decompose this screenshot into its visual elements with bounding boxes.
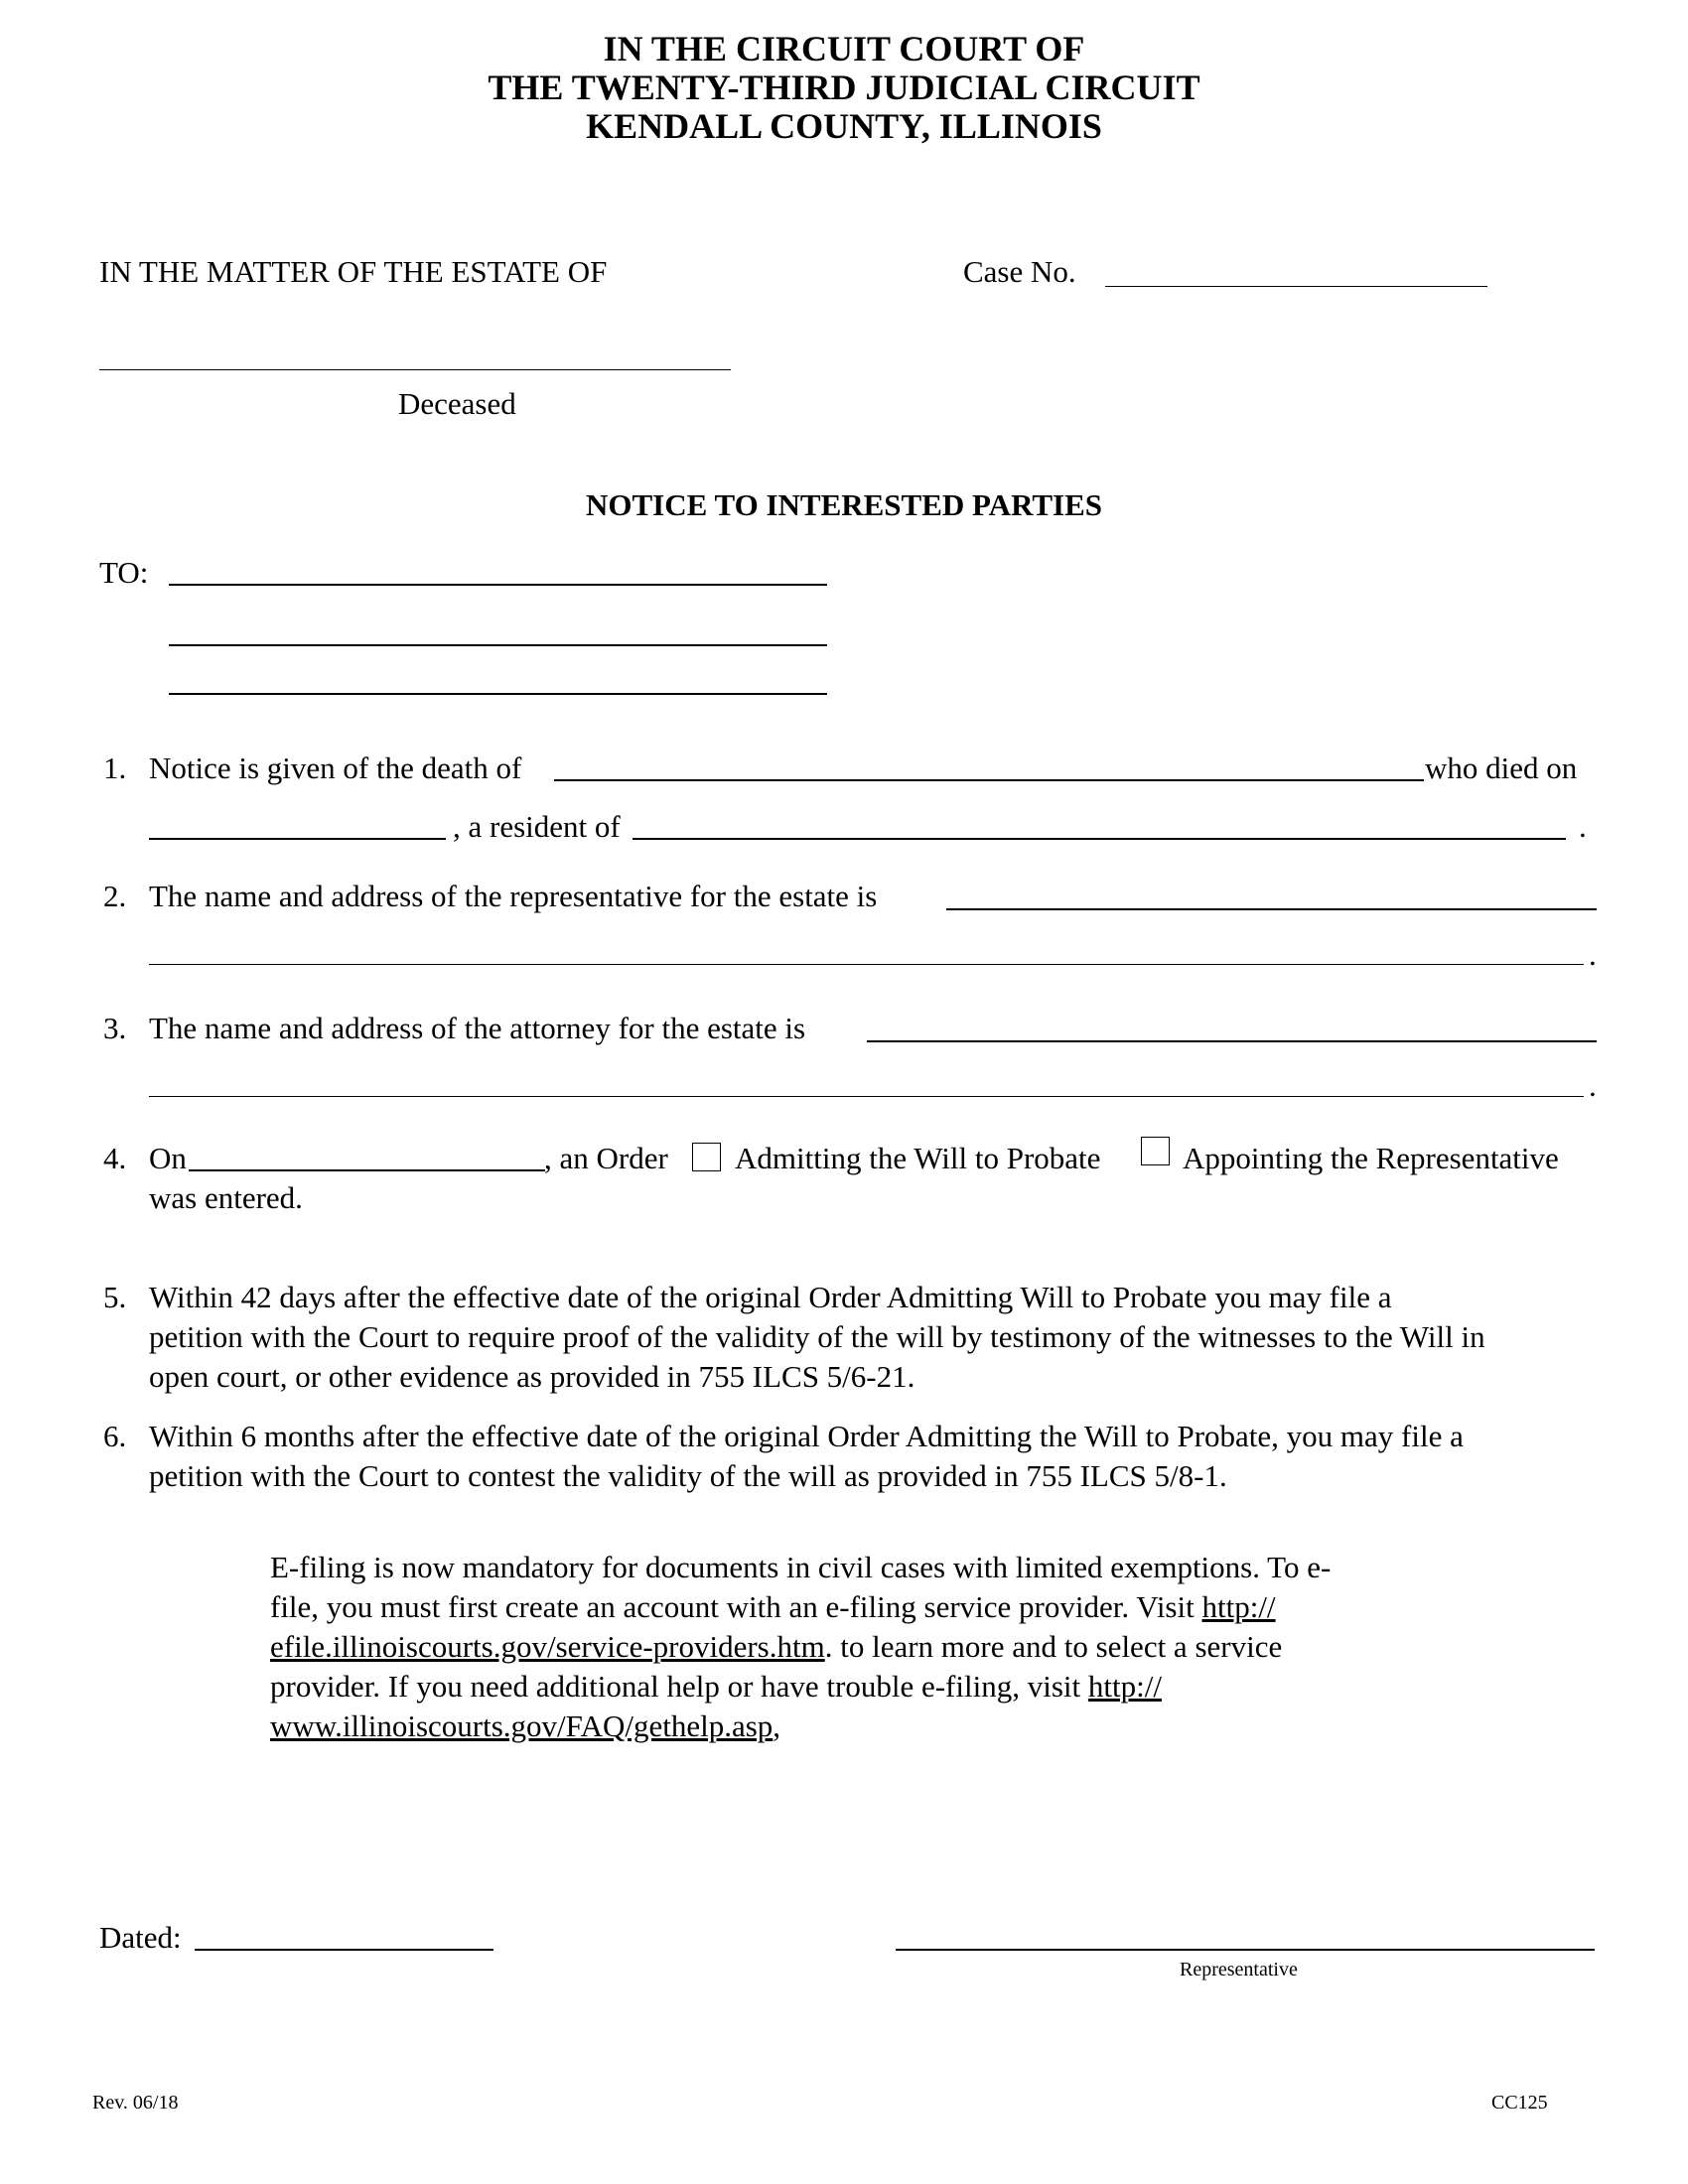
efiling-notice-line-2 — [270, 1587, 1276, 1627]
representative-address-field-2[interactable] — [149, 964, 1584, 965]
admitting-will-checkbox[interactable] — [692, 1143, 721, 1171]
court-name-line-3: KENDALL COUNTY, ILLINOIS — [586, 106, 1102, 146]
item-3-text: The name and address of the attorney for the estate is — [149, 1011, 806, 1045]
item-2-period: . — [1589, 937, 1597, 972]
item-5-number: 5. — [103, 1280, 127, 1314]
order-date-field[interactable] — [189, 1169, 545, 1171]
item-6-line-1: Within 6 months after the effective date of the original Order Admitting the Will to Probate, you may file a — [149, 1419, 1464, 1453]
attorney-address-field-1[interactable] — [867, 1040, 1597, 1042]
efiling-notice-line-5 — [270, 1706, 780, 1746]
efiling-service-providers-link[interactable]: efile.illinoiscourts.gov/service-providers.htm — [270, 1629, 825, 1664]
efiling-notice-line-4 — [270, 1667, 1162, 1706]
item-6-line-2: petition with the Court to contest the validity of the will as provided in 755 ILCS 5/8-1. — [149, 1458, 1227, 1493]
to-label: TO: — [99, 555, 149, 590]
efiling-notice-line-1: E-filing is now mandatory for documents in civil cases with limited exemptions. To e- — [270, 1550, 1332, 1584]
item-1-text: Notice is given of the death of — [149, 751, 522, 785]
admitting-will-label: Admitting the Will to Probate — [735, 1141, 1101, 1175]
dated-field[interactable] — [195, 1949, 493, 1951]
to-field-3[interactable] — [169, 693, 827, 695]
efiling-notice-text-5: , — [773, 1708, 781, 1743]
estate-name-field[interactable] — [99, 369, 731, 370]
case-no-field[interactable] — [1105, 286, 1487, 287]
notice-title: NOTICE TO INTERESTED PARTIES — [585, 487, 1103, 522]
revision-date: Rev. 06/18 — [92, 2092, 179, 2114]
item-2-number: 2. — [103, 879, 127, 913]
gethelp-link-part-1[interactable]: http:// — [1087, 1669, 1162, 1704]
item-5-line-1: Within 42 days after the effective date of the original Order Admitting Will to Probate you may file a — [149, 1280, 1392, 1314]
court-name-line-1: IN THE CIRCUIT COURT OF — [603, 29, 1085, 68]
item-3-number: 3. — [103, 1011, 127, 1045]
item-4-number: 4. — [103, 1141, 127, 1175]
representative-label: Representative — [1180, 1959, 1298, 1980]
item-4-order-text: , an Order — [544, 1141, 668, 1175]
efiling-notice-text-3: . to learn more and to select a service — [824, 1629, 1283, 1664]
item-1-number: 1. — [103, 751, 127, 785]
representative-address-field-1[interactable] — [946, 908, 1597, 910]
appointing-representative-label: Appointing the Representative — [1183, 1141, 1559, 1175]
appointing-representative-checkbox[interactable] — [1141, 1137, 1170, 1165]
estate-matter-label: IN THE MATTER OF THE ESTATE OF — [99, 254, 608, 289]
residence-field[interactable] — [633, 838, 1566, 840]
efiling-link-part-1[interactable]: http:// — [1201, 1589, 1276, 1624]
form-number: CC125 — [1491, 2092, 1548, 2114]
item-5-line-3: open court, or other evidence as provided in 755 ILCS 5/6-21. — [149, 1359, 915, 1394]
gethelp-link[interactable]: www.illinoiscourts.gov/FAQ/gethelp.asp — [270, 1708, 774, 1743]
item-1-resident-text: , a resident of — [453, 809, 621, 844]
case-no-label: Case No. — [963, 254, 1076, 289]
item-4-entered-text: was entered. — [149, 1180, 303, 1215]
item-1-died-on-text: who died on — [1425, 751, 1578, 785]
date-of-death-field[interactable] — [149, 838, 446, 840]
court-name-line-2: THE TWENTY-THIRD JUDICIAL CIRCUIT — [488, 68, 1200, 107]
item-3-period: . — [1589, 1068, 1597, 1103]
efiling-notice-line-3 — [270, 1627, 1282, 1667]
efiling-notice-text-2: file, you must first create an account with an e-filing service provider. Visit — [270, 1589, 1202, 1624]
efiling-notice-text-4: provider. If you need additional help or have trouble e-filing, visit — [270, 1669, 1088, 1704]
attorney-address-field-2[interactable] — [149, 1096, 1584, 1097]
to-field-1[interactable] — [169, 584, 827, 586]
representative-signature-field[interactable] — [896, 1949, 1595, 1951]
item-4-on-text: On — [149, 1141, 187, 1175]
dated-label: Dated: — [99, 1920, 182, 1955]
deceased-label: Deceased — [398, 386, 516, 421]
item-6-number: 6. — [103, 1419, 127, 1453]
decedent-name-field[interactable] — [554, 779, 1424, 781]
to-field-2[interactable] — [169, 644, 827, 646]
item-1-period: . — [1579, 809, 1587, 844]
item-2-text: The name and address of the representative for the estate is — [149, 879, 878, 913]
item-5-line-2: petition with the Court to require proof of the validity of the will by testimony of the witnesses to the Will in — [149, 1319, 1485, 1354]
